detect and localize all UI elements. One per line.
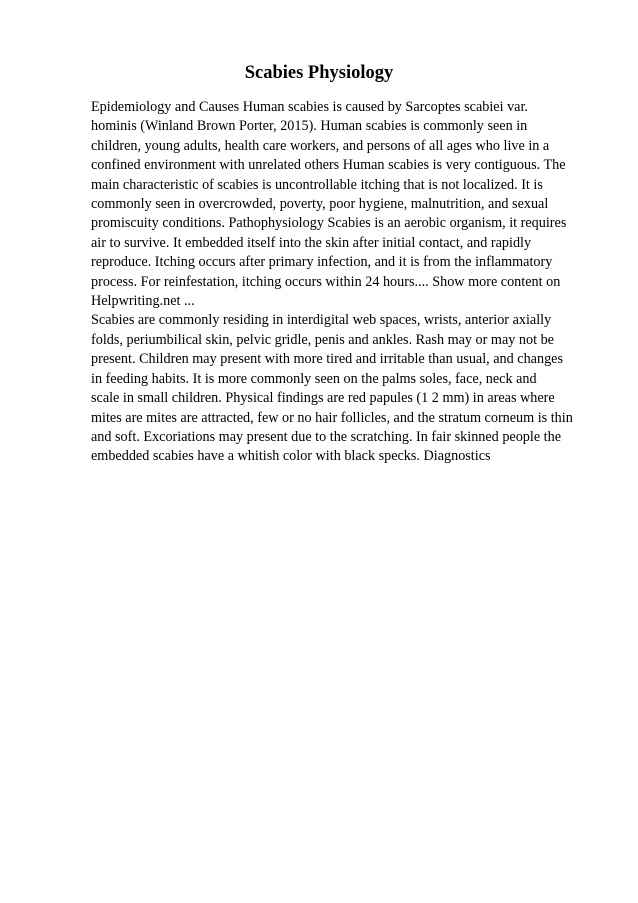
text-line: folds, periumbilical skin, pelvic gridle, penis and ankles. Rash may or may not be (91, 331, 554, 348)
text-line: Scabies are commonly residing in interdigital web spaces, wrists, anterior axially (91, 312, 552, 329)
text-line: commonly seen in overcrowded, poverty, poor hygiene, malnutrition, and sexual (91, 196, 549, 213)
text-line: embedded scabies have a whitish color with black specks. Diagnostics (91, 448, 491, 465)
text-line: promiscuity conditions. Pathophysiology Scabies is an aerobic organism, it requires (91, 215, 567, 232)
text-line: confined environment with unrelated others Human scabies is very contiguous. The (91, 157, 566, 174)
text-line: and soft. Excoriations may present due to the scratching. In fair skinned people the (91, 428, 562, 445)
text-line: air to survive. It embedded itself into the skin after initial contact, and rapidly (91, 234, 532, 251)
text-line: in feeding habits. It is more commonly seen on the palms soles, face, neck and (91, 370, 537, 387)
text-line: hominis (Winland Brown Porter, 2015). Human scabies is commonly seen in (91, 118, 528, 135)
text-line: scale in small children. Physical findings are red papules (1 2 mm) in areas where (91, 390, 555, 407)
text-line: Epidemiology and Causes Human scabies is caused by Sarcoptes scabiei var. (91, 99, 528, 115)
page-title: Scabies Physiology (244, 63, 394, 83)
text-line: process. For reinfestation, itching occurs within 24 hours.... Show more content on (91, 273, 561, 290)
text-line: children, young adults, health care workers, and persons of all ages who live in a (91, 137, 550, 154)
text-line: mites are mites are attracted, few or no hair follicles, and the stratum corneum is thin (91, 409, 573, 426)
text-line: reproduce. Itching occurs after primary infection, and it is from the inflammatory (91, 254, 553, 271)
text-line: Helpwriting.net ... (91, 293, 195, 310)
text-line: present. Children may present with more tired and irritable than usual, and changes (91, 351, 563, 368)
body-text (91, 98, 591, 467)
text-line: main characteristic of scabies is uncontrollable itching that is not localized. It is (91, 176, 543, 193)
